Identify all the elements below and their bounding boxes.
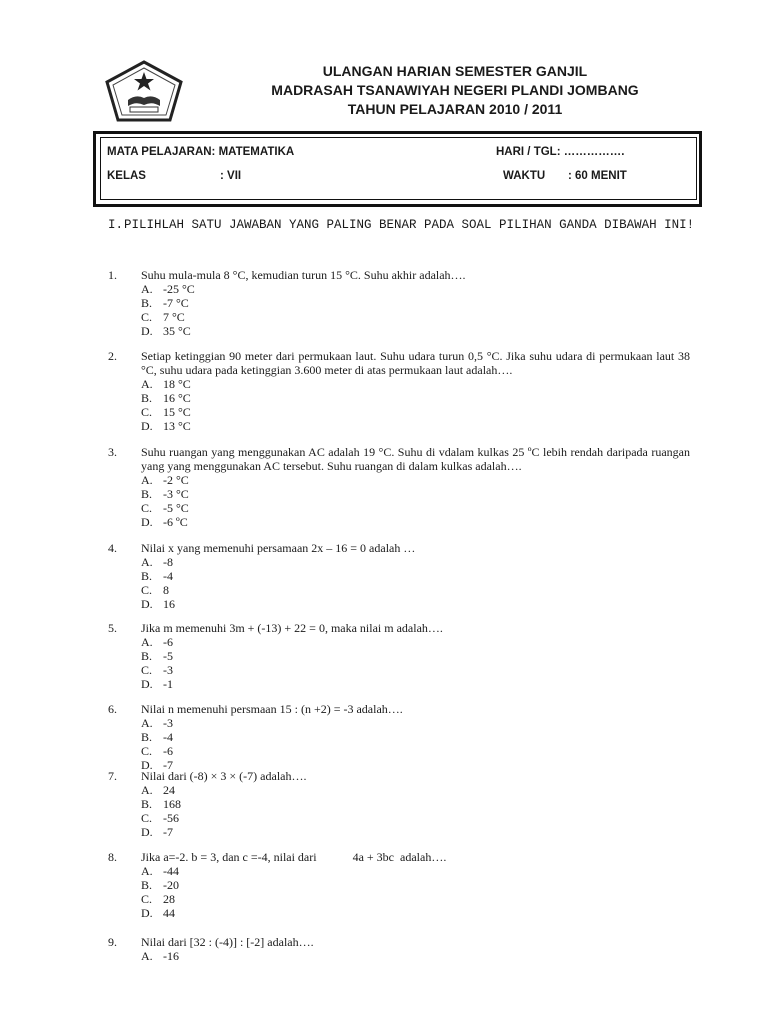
option-letter: A. [141, 555, 153, 569]
option-b [141, 487, 690, 501]
option-b [141, 569, 690, 583]
option-letter: B. [141, 878, 153, 892]
question-1 [108, 268, 690, 338]
option-text: 28 [163, 892, 175, 906]
exam-header [200, 62, 710, 119]
exam-title: ULANGAN HARIAN SEMESTER GANJIL [322, 63, 588, 79]
option-c [141, 663, 690, 677]
option-text: -3 [163, 716, 173, 730]
option-text: 8 [163, 583, 169, 597]
question-text: Jika m memenuhi 3m + (-13) + 22 = 0, maka nilai m adalah…. [141, 621, 443, 635]
question-2 [108, 349, 690, 433]
option-letter: B. [141, 569, 153, 583]
question-number: 4. [108, 541, 117, 555]
option-text: 16 [163, 597, 175, 611]
option-text: -7 [163, 758, 173, 772]
option-letter: D. [141, 906, 153, 920]
madrasah-emblem-logo [104, 60, 184, 122]
question-number: 3. [108, 445, 117, 459]
class-label: KELAS [107, 170, 146, 182]
option-c [141, 583, 690, 597]
option-text: 44 [163, 906, 175, 920]
option-d [141, 597, 690, 611]
section-number: I. [108, 218, 124, 232]
option-letter: C. [141, 892, 153, 906]
option-a [141, 716, 690, 730]
option-letter: C. [141, 663, 153, 677]
option-text: 18 °C [163, 377, 191, 391]
option-a [141, 473, 690, 487]
time-label: WAKTU [503, 170, 546, 182]
option-text: -7 °C [163, 296, 189, 310]
option-letter: A. [141, 282, 153, 296]
option-text: 24 [163, 783, 175, 797]
section-heading [108, 217, 698, 234]
option-letter: A. [141, 949, 153, 963]
option-text: -3 [163, 663, 173, 677]
option-d [141, 419, 690, 433]
question-4 [108, 541, 690, 611]
question-number: 5. [108, 621, 117, 635]
option-letter: B. [141, 730, 153, 744]
question-text: Nilai dari (-8) × 3 × (-7) adalah…. [141, 769, 307, 783]
option-letter: B. [141, 649, 153, 663]
question-6 [108, 702, 690, 772]
option-text: -6 ºC [163, 515, 188, 529]
option-text: 13 °C [163, 419, 191, 433]
question-number: 1. [108, 268, 117, 282]
option-letter: C. [141, 501, 153, 515]
question-text: Jika a=-2. b = 3, dan c =-4, nilai dari 4a + 3bc adalah…. [141, 850, 447, 864]
option-letter: A. [141, 864, 153, 878]
option-letter: D. [141, 825, 153, 839]
option-a [141, 864, 690, 878]
option-text: -5 [163, 649, 173, 663]
option-d [141, 825, 690, 839]
subject-label: MATA PELAJARAN: MATEMATIKA [107, 146, 295, 158]
option-letter: C. [141, 811, 153, 825]
option-text: 35 °C [163, 324, 191, 338]
option-letter: A. [141, 635, 153, 649]
option-d [141, 324, 690, 338]
option-text: -6 [163, 635, 173, 649]
question-5 [108, 621, 690, 691]
option-letter: C. [141, 583, 153, 597]
option-text: -25 °C [163, 282, 195, 296]
question-9 [108, 935, 690, 963]
option-text: 16 °C [163, 391, 191, 405]
day-date-label: HARI / TGL: ……………. [496, 146, 625, 158]
option-b [141, 296, 690, 310]
option-a [141, 555, 690, 569]
question-text: Nilai dari [32 : (-4)] : [-2] adalah…. [141, 935, 314, 949]
time-value: : 60 MENIT [568, 170, 627, 182]
option-b [141, 391, 690, 405]
option-a [141, 783, 690, 797]
question-number: 9. [108, 935, 117, 949]
question-number: 8. [108, 850, 117, 864]
option-d [141, 677, 690, 691]
question-3 [108, 445, 690, 529]
option-text: -16 [163, 949, 179, 963]
question-text: Suhu mula-mula 8 °C, kemudian turun 15 °C. Suhu akhir adalah…. [141, 268, 466, 282]
question-number: 6. [108, 702, 117, 716]
option-b [141, 730, 690, 744]
option-d [141, 515, 690, 529]
option-c [141, 310, 690, 324]
option-letter: D. [141, 597, 153, 611]
section-title: PILIHLAH SATU JAWABAN YANG PALING BENAR PADA SOAL PILIHAN GANDA DIBAWAH INI! [124, 218, 695, 232]
option-text: -8 [163, 555, 173, 569]
question-number: 2. [108, 349, 117, 363]
option-text: -4 [163, 569, 173, 583]
option-letter: B. [141, 296, 153, 310]
option-letter: A. [141, 377, 153, 391]
option-b [141, 797, 690, 811]
option-text: 168 [163, 797, 181, 811]
option-text: 7 °C [163, 310, 185, 324]
option-text: -56 [163, 811, 179, 825]
question-8 [108, 850, 690, 920]
option-letter: D. [141, 758, 153, 772]
option-text: -4 [163, 730, 173, 744]
academic-year: TAHUN PELAJARAN 2010 / 2011 [347, 101, 563, 117]
question-text: Suhu ruangan yang menggunakan AC adalah 19 °C. Suhu di vdalam kulkas 25 ºC lebih rendah daripada ruangan yang yang menggunakan AC tersebut. Suhu ruangan di dalam kulkas adalah…. [141, 445, 690, 473]
option-a [141, 949, 690, 963]
option-letter: A. [141, 473, 153, 487]
option-c [141, 892, 690, 906]
option-a [141, 377, 690, 391]
option-b [141, 878, 690, 892]
option-letter: B. [141, 391, 153, 405]
option-c [141, 811, 690, 825]
option-c [141, 744, 690, 758]
option-letter: B. [141, 797, 153, 811]
option-text: -2 °C [163, 473, 189, 487]
option-letter: C. [141, 405, 153, 419]
option-letter: D. [141, 324, 153, 338]
class-value: : VII [220, 170, 242, 182]
question-7 [108, 769, 690, 839]
option-letter: C. [141, 744, 153, 758]
option-letter: C. [141, 310, 153, 324]
option-text: -6 [163, 744, 173, 758]
option-a [141, 635, 690, 649]
option-text: -1 [163, 677, 173, 691]
question-number: 7. [108, 769, 117, 783]
option-text: -20 [163, 878, 179, 892]
option-b [141, 649, 690, 663]
option-c [141, 501, 690, 515]
option-letter: B. [141, 487, 153, 501]
option-text: -44 [163, 864, 179, 878]
question-text: Setiap ketinggian 90 meter dari permukaan laut. Suhu udara turun 0,5 °C. Jika suhu udara di permukaan laut 38 °C, suhu udara pada ketinggian 3.600 meter di atas permukaan laut adalah…. [141, 349, 690, 377]
option-letter: A. [141, 783, 153, 797]
school-name: MADRASAH TSANAWIYAH NEGERI PLANDI JOMBANG [271, 82, 639, 98]
option-text: -5 °C [163, 501, 189, 515]
option-letter: D. [141, 419, 153, 433]
option-letter: A. [141, 716, 153, 730]
option-d [141, 906, 690, 920]
option-text: -3 °C [163, 487, 189, 501]
option-c [141, 405, 690, 419]
option-text: 15 °C [163, 405, 191, 419]
option-text: -7 [163, 825, 173, 839]
option-a [141, 282, 690, 296]
option-letter: D. [141, 677, 153, 691]
question-text: Nilai x yang memenuhi persamaan 2x – 16 = 0 adalah … [141, 541, 416, 555]
option-letter: D. [141, 515, 153, 529]
question-text: Nilai n memenuhi persmaan 15 : (n +2) = -3 adalah…. [141, 702, 403, 716]
